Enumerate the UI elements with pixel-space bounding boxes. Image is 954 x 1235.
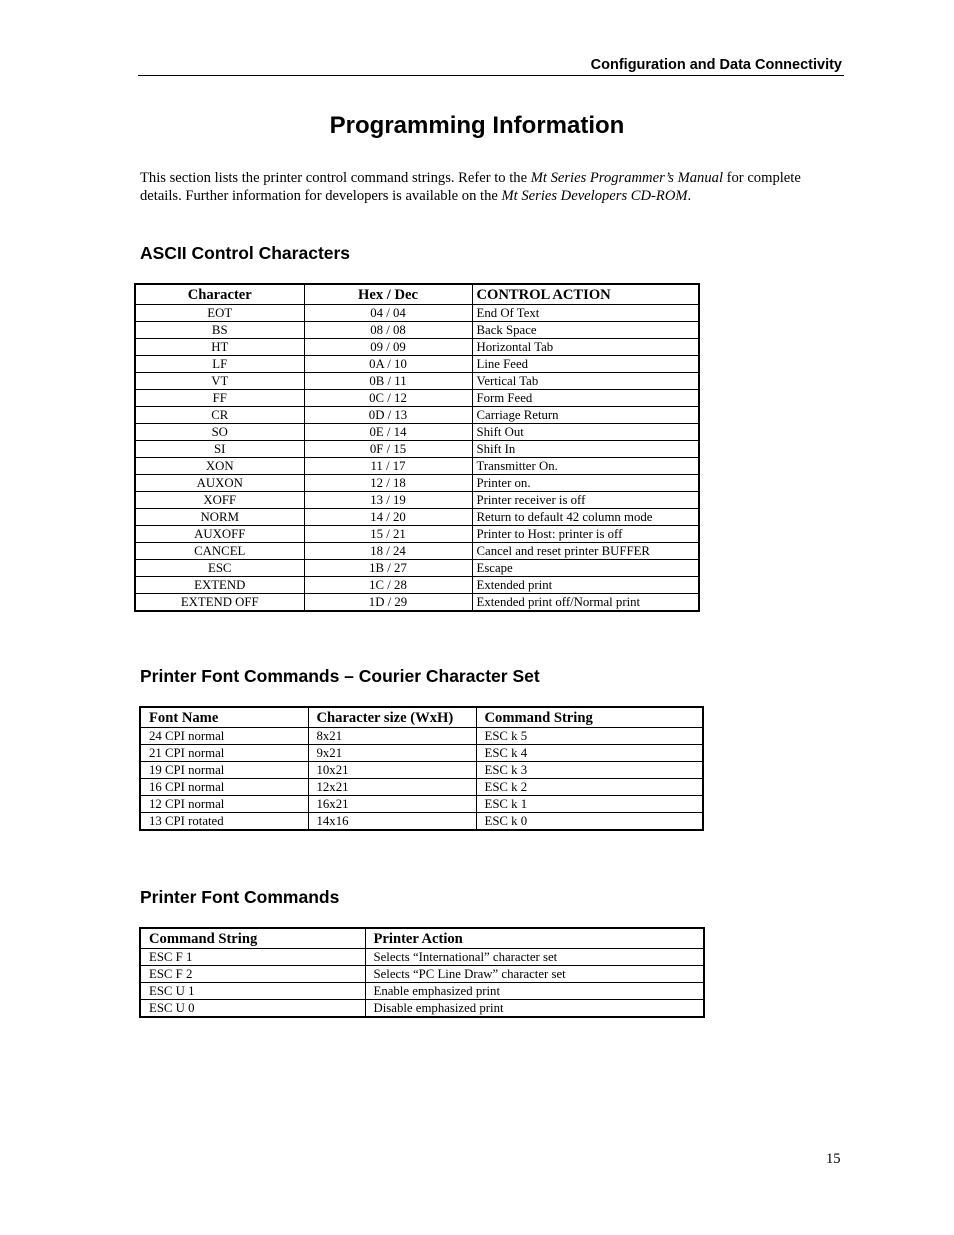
table-cell: ESC F 2 xyxy=(140,966,365,983)
table-row xyxy=(135,526,699,543)
table-cell: 04 / 04 xyxy=(304,305,472,322)
table-cell: Form Feed xyxy=(472,390,699,407)
table-cell: LF xyxy=(135,356,304,373)
column-header: Character size (WxH) xyxy=(308,707,476,728)
intro-text-1: This section lists the printer control command strings. Refer to the xyxy=(140,170,531,186)
table-row xyxy=(140,949,704,966)
table-row xyxy=(140,796,703,813)
table-cell: Horizontal Tab xyxy=(472,339,699,356)
table-row xyxy=(135,407,699,424)
table-cell: 1C / 28 xyxy=(304,577,472,594)
table-cell: 16 CPI normal xyxy=(140,779,308,796)
page-number: 15 xyxy=(826,1151,841,1167)
table-cell: 0F / 15 xyxy=(304,441,472,458)
column-header: Hex / Dec xyxy=(304,284,472,305)
table-cell: ESC U 1 xyxy=(140,983,365,1000)
table-cell: 0B / 11 xyxy=(304,373,472,390)
table-cell: XON xyxy=(135,458,304,475)
table-row xyxy=(135,509,699,526)
table-cell: FF xyxy=(135,390,304,407)
table-row xyxy=(135,458,699,475)
table-cell: SI xyxy=(135,441,304,458)
table-row xyxy=(140,762,703,779)
table-cell: ESC U 0 xyxy=(140,1000,365,1018)
table-cell: 08 / 08 xyxy=(304,322,472,339)
developers-cdrom-ref: Mt Series Developers CD-ROM xyxy=(501,188,688,204)
table-cell: ESC F 1 xyxy=(140,949,365,966)
table-cell: ESC k 4 xyxy=(476,745,703,762)
table-cell: CANCEL xyxy=(135,543,304,560)
table-cell: Back Space xyxy=(472,322,699,339)
table-cell: Transmitter On. xyxy=(472,458,699,475)
table-cell: 1D / 29 xyxy=(304,594,472,612)
table-row xyxy=(135,492,699,509)
table-cell: 12x21 xyxy=(308,779,476,796)
table-row xyxy=(135,373,699,390)
running-header-title: Configuration and Data Connectivity xyxy=(590,57,842,73)
table-cell: End Of Text xyxy=(472,305,699,322)
table-cell: XOFF xyxy=(135,492,304,509)
fontcmds-heading: Printer Font Commands xyxy=(140,887,340,907)
table-row xyxy=(135,390,699,407)
table-cell: HT xyxy=(135,339,304,356)
intro-text-3: . xyxy=(687,188,692,204)
table-cell: EXTEND OFF xyxy=(135,594,304,612)
table-cell: Shift In xyxy=(472,441,699,458)
table-cell: 12 CPI normal xyxy=(140,796,308,813)
table-cell: Vertical Tab xyxy=(472,373,699,390)
table-cell: 0D / 13 xyxy=(304,407,472,424)
running-header xyxy=(138,57,844,76)
intro-text-2: for complete details. Further information for developers is available on the xyxy=(140,170,801,204)
table-cell: 18 / 24 xyxy=(304,543,472,560)
table-row xyxy=(135,577,699,594)
table-header-row xyxy=(140,707,703,728)
table-cell: Printer to Host: printer is off xyxy=(472,526,699,543)
column-header: Character xyxy=(135,284,304,305)
table-cell: ESC k 5 xyxy=(476,728,703,745)
table-row xyxy=(135,356,699,373)
table-cell: 14 / 20 xyxy=(304,509,472,526)
table-cell: 15 / 21 xyxy=(304,526,472,543)
table-row xyxy=(135,424,699,441)
table-cell: Printer on. xyxy=(472,475,699,492)
table-cell: EOT xyxy=(135,305,304,322)
table-row xyxy=(135,594,699,612)
table-cell: 19 CPI normal xyxy=(140,762,308,779)
column-header: Printer Action xyxy=(365,928,704,949)
table-row xyxy=(140,728,703,745)
table-cell: Selects “International” character set xyxy=(365,949,704,966)
ascii-control-table xyxy=(134,283,700,612)
ascii-heading: ASCII Control Characters xyxy=(140,243,351,263)
table-cell: 21 CPI normal xyxy=(140,745,308,762)
page-title: Programming Information xyxy=(329,112,625,139)
column-header: Font Name xyxy=(140,707,308,728)
printer-font-commands-table xyxy=(139,927,705,1018)
table-row xyxy=(140,779,703,796)
table-cell: 12 / 18 xyxy=(304,475,472,492)
table-cell: BS xyxy=(135,322,304,339)
courier-heading: Printer Font Commands – Courier Character Set xyxy=(140,666,540,686)
table-row xyxy=(135,475,699,492)
table-cell: ESC k 1 xyxy=(476,796,703,813)
table-cell: ESC k 2 xyxy=(476,779,703,796)
table-cell: Return to default 42 column mode xyxy=(472,509,699,526)
table-cell: VT xyxy=(135,373,304,390)
table-row xyxy=(135,543,699,560)
table-cell: Extended print xyxy=(472,577,699,594)
table-cell: 0C / 12 xyxy=(304,390,472,407)
table-cell: 10x21 xyxy=(308,762,476,779)
table-header-row xyxy=(140,928,704,949)
table-cell: 13 CPI rotated xyxy=(140,813,308,831)
table-cell: AUXOFF xyxy=(135,526,304,543)
column-header: CONTROL ACTION xyxy=(472,284,699,305)
table-cell: 14x16 xyxy=(308,813,476,831)
table-cell: 09 / 09 xyxy=(304,339,472,356)
table-cell: Escape xyxy=(472,560,699,577)
table-row xyxy=(135,322,699,339)
courier-font-table xyxy=(139,706,704,831)
table-row xyxy=(135,441,699,458)
table-cell: Enable emphasized print xyxy=(365,983,704,1000)
table-cell: Carriage Return xyxy=(472,407,699,424)
table-cell: Printer receiver is off xyxy=(472,492,699,509)
table-cell: 0A / 10 xyxy=(304,356,472,373)
table-cell: 11 / 17 xyxy=(304,458,472,475)
table-cell: 1B / 27 xyxy=(304,560,472,577)
table-cell: NORM xyxy=(135,509,304,526)
table-cell: Cancel and reset printer BUFFER xyxy=(472,543,699,560)
table-cell: 13 / 19 xyxy=(304,492,472,509)
intro-paragraph xyxy=(140,169,820,205)
column-header: Command String xyxy=(140,928,365,949)
table-cell: 8x21 xyxy=(308,728,476,745)
programmers-manual-ref: Mt Series Programmer’s Manual xyxy=(530,170,723,186)
table-cell: Line Feed xyxy=(472,356,699,373)
table-cell: ESC k 3 xyxy=(476,762,703,779)
table-cell: 16x21 xyxy=(308,796,476,813)
table-row xyxy=(140,983,704,1000)
table-row xyxy=(140,745,703,762)
table-header-row xyxy=(135,284,699,305)
table-cell: 0E / 14 xyxy=(304,424,472,441)
table-cell: SO xyxy=(135,424,304,441)
table-cell: Selects “PC Line Draw” character set xyxy=(365,966,704,983)
table-cell: 9x21 xyxy=(308,745,476,762)
table-cell: EXTEND xyxy=(135,577,304,594)
table-cell: CR xyxy=(135,407,304,424)
table-cell: AUXON xyxy=(135,475,304,492)
table-cell: ESC k 0 xyxy=(476,813,703,831)
table-cell: Extended print off/Normal print xyxy=(472,594,699,612)
column-header: Command String xyxy=(476,707,703,728)
table-row xyxy=(140,1000,704,1018)
table-cell: Shift Out xyxy=(472,424,699,441)
table-row xyxy=(135,339,699,356)
table-row xyxy=(140,813,703,831)
table-cell: Disable emphasized print xyxy=(365,1000,704,1018)
table-row xyxy=(135,560,699,577)
table-row xyxy=(140,966,704,983)
table-row xyxy=(135,305,699,322)
table-cell: 24 CPI normal xyxy=(140,728,308,745)
table-cell: ESC xyxy=(135,560,304,577)
